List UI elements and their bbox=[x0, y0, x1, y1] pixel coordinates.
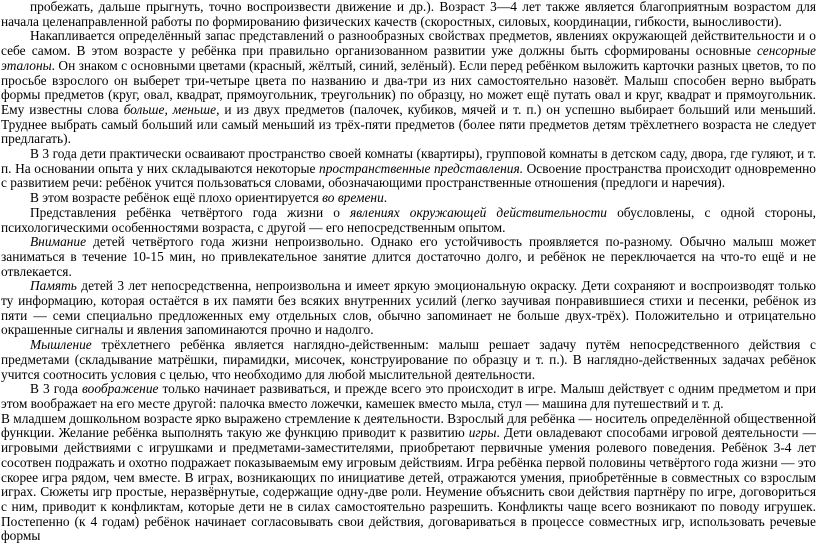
text-run: Представления ребёнка четвёртого года жизни о bbox=[30, 204, 350, 220]
paragraph bbox=[1, 206, 816, 235]
text-run: трёхлетнего ребёнка является наглядно-действенным: малыш решает задачу путём непосредственного действия с предметами (складывание матрёшки, пирамидки, мисочек, конструирование по образцу и т. п.). В наглядно-действенных задачах ребёнок учится соотносить условия с целью, что необходимо для любой мыслительной деятельности. bbox=[1, 337, 816, 382]
paragraph bbox=[1, 0, 816, 29]
text-run: детей 3 лет непосредственна, непроизвольна и имеет яркую эмоциональную окраску. Дети сохраняют и воспроизводят только ту информацию, которая остаётся в их памяти без всяких внутренних усилий (легко заучивая понравившиеся стихи и песенки, ребёнок из пяти — семи специально предложенных ему отдельных слов, обычно запоминает не больше двух-трёх). Положительно и отрицательно окрашенные сигналы и явления запоминаются прочно и надолго. bbox=[1, 278, 816, 338]
paragraph bbox=[1, 235, 816, 279]
italic-term: Память bbox=[30, 278, 77, 294]
text-run: обусловлены, с одной стороны, психологическими особенностями возраста, с другой — его непосредственным опытом. bbox=[1, 204, 816, 235]
text-run: В 3 года bbox=[30, 381, 82, 397]
paragraph bbox=[1, 338, 816, 382]
italic-term: во времени bbox=[322, 190, 384, 206]
text-run: пробежать, дальше прыгнуть, точно воспроизвести движение и др.). Возраст 3—4 лет также является благоприятным возрастом для начала целенаправленной работы по формированию физических качеств (скоростных, силовых, координации, гибкости, выносливости). bbox=[1, 0, 816, 29]
italic-term: Внимание bbox=[30, 234, 87, 250]
paragraph bbox=[1, 147, 816, 191]
italic-term: больше, меньше bbox=[123, 101, 217, 117]
paragraph bbox=[1, 29, 816, 147]
text-run: Накапливается определённый запас представлений о разнообразных свойствах предметов, явлениях окружающей действительности и о себе самом. В этом возрасте у ребёнка при правильно организованном развитии уже должны быть сформированы основные bbox=[1, 28, 816, 59]
paragraph bbox=[1, 279, 816, 338]
text-run: только начинает развиваться, и прежде всего это происходит в игре. Малыш действует с одним предметом и при этом воображает на его месте другой: палочка вместо ложечки, камешек вместо мыла, стул — машина для путешествий и т. д. bbox=[1, 381, 816, 411]
text-run: Освоение пространства происходит одновременно с развитием речи: ребёнок учится пользоваться словами, обозначающими пространственные отношения (предлоги и наречия). bbox=[1, 160, 816, 191]
text-run: детей четвёртого года жизни непроизвольно. Однако его устойчивость проявляется по-разному. Обычно малыш может заниматься в течение 10-15 мин, но привлекательное занятие длится достаточно долго, и ребёнок не переключается на что-то ещё и не отвлекается. bbox=[1, 234, 816, 279]
italic-term: явлениях окружающей действительности bbox=[350, 204, 607, 220]
text-run: . Дети овладевают способами игровой деятельности — игровыми действиями с игрушками и предметами-заместителями, приобретают первичные умения ролевого поведения. Ребёнок 3-4 лет сосотвен подражать и охотно подражает показываемым ему игровым действиям. Игра ребёнка первой половины четвёртого года жизни — это скорее игра рядом, чем вместе. В играх, возникающих по инициативе детей, отражаются умения, приобретённые в совместных со взрослым играх. Сюжеты игр простые, неразвёрнутые, содержащие одну-две роли. Неумение объяснить свои действия партнёру по игре, договориться с ним, приводит к конфликтам, которые дети не в силах самостоятельно разрешить. Конфликты чаще всего возникают по поводу игрушек. Постепенно (к 4 годам) ребёнок начинает согласовывать свои действия, договариваться в процессе совместных игр, использовать речевые формы bbox=[1, 425, 816, 544]
text-run: . Он знаком с основными цветами (красный, жёлтый, синий, зелёный). Если перед ребёнком выложить карточки разных цветов, то по просьбе взрослого он выберет три-четыре цвета по названию и два-три из них самостоятельно назовёт. Малыш способен верно выбрать формы предметов (круг, овал, квадрат, прямоугольник, треугольник) по образцу, но может ещё путать овал и круг, квадрат и прямоугольник. Ему известны слова bbox=[1, 57, 816, 117]
paragraph bbox=[1, 191, 816, 206]
italic-term: сенсорные эталоны bbox=[1, 43, 816, 73]
paragraph bbox=[1, 382, 816, 411]
text-run: . bbox=[383, 190, 388, 206]
text-run: В 3 года дети практически осваивают пространство своей комнаты (квартиры), групповой комнаты в детском саду, двора, где гуляют, и т. п. На основании опыта у них складываются некоторые bbox=[1, 146, 816, 176]
text-run: В этом возрасте ребёнок ещё плохо ориентируется bbox=[30, 190, 323, 206]
paragraph bbox=[1, 412, 816, 544]
text-run: В младшем дошкольном возрасте ярко выражено стремление к деятельности. Взрослый для ребёнка — носитель определённой общественной функции. Желание ребёнка выполнять такую же функцию приводит к развитию bbox=[1, 410, 816, 441]
italic-term: Мышление bbox=[30, 337, 92, 353]
italic-term: воображение bbox=[81, 381, 159, 397]
text-run: , и из двух предметов (палочек, кубиков, мячей и т. п.) он успешно выбирает больший или меньший. Труднее выбрать самый больший или самый меньший из трёх-пяти предметов (более пяти предметов детям трёхлетнего возраста не следует предлагать). bbox=[1, 101, 816, 147]
italic-term: пространственные представления. bbox=[319, 160, 524, 176]
italic-term: игры bbox=[468, 425, 497, 441]
